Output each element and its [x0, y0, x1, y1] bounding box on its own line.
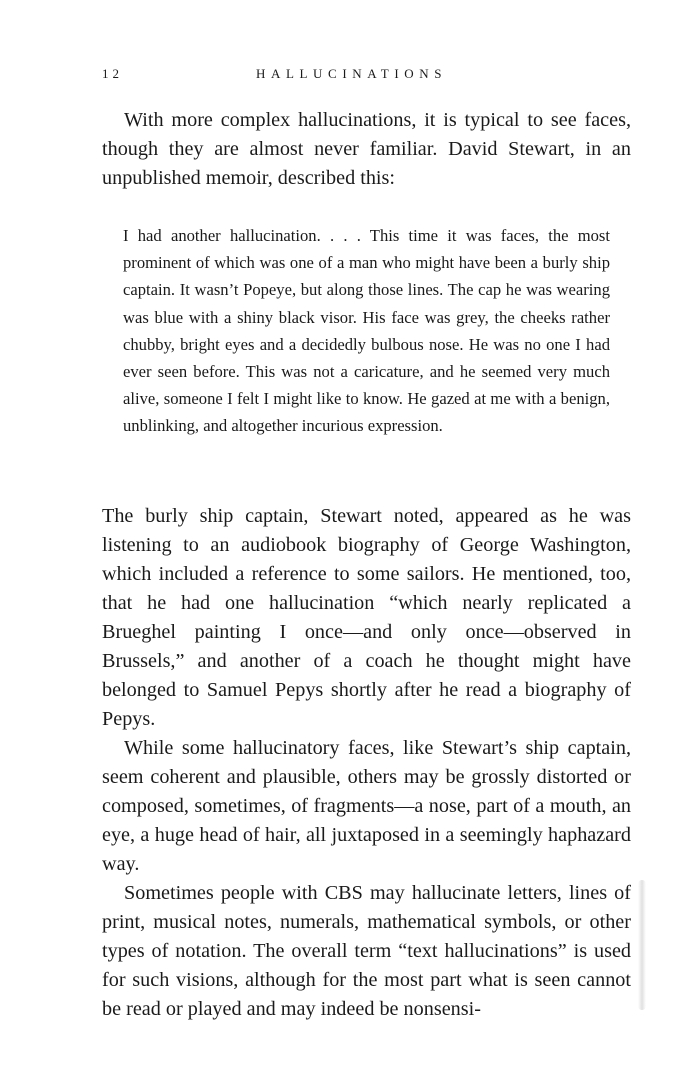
block-quote: I had another hallucination. . . . This time it was faces, the most prominent of which was one of a man who might have been a burly ship captain. It wasn’t Popeye, but along those lines. The cap he was wearing was blue with a shiny black visor. His face was grey, the cheeks rather chubby, bright eyes and a decidedly bulbous nose. He was no one I had ever seen before. This was not a caricature, and he seemed very much alive, someone I felt I might like to know. He gazed at me with a benign, unblinking, and altogether incurious expression.: [123, 226, 610, 436]
running-head: [102, 66, 630, 86]
running-title: HALLUCINATIONS: [256, 66, 448, 81]
body-text-bottom: [102, 502, 631, 1024]
paragraph: With more complex hallucinations, it is typical to see faces, though they are almost never familiar. David Stewart, in an unpublished memoir, described this:: [102, 109, 631, 189]
body-text-top: [102, 106, 631, 193]
page-number: 12: [102, 66, 123, 81]
paragraph: While some hallucinatory faces, like Stewart’s ship captain, seem coherent and plausible, others may be grossly distorted or composed, sometimes, of fragments—a nose, part of a mouth, an eye, a huge head of hair, all juxtaposed in a seemingly haphazard way.: [102, 737, 631, 875]
paragraph: The burly ship captain, Stewart noted, appeared as he was listening to an audiobook biography of George Washington, which included a reference to some sailors. He mentioned, too, that he had one hallucination “which nearly replicated a Brueghel painting I once—and only once—observed in Brussels,” and another of a coach he thought might have belonged to Samuel Pepys shortly after he read a biography of Pepys.: [102, 505, 631, 730]
paragraph: Sometimes people with CBS may hallucinate letters, lines of print, musical notes, numerals, mathematical symbols, or other types of notation. The overall term “text hallucinations” is used for such visions, although for the most part what is seen cannot be read or played and may indeed be nonsensi-: [102, 882, 631, 1020]
page-edge-shadow: [638, 880, 646, 1010]
